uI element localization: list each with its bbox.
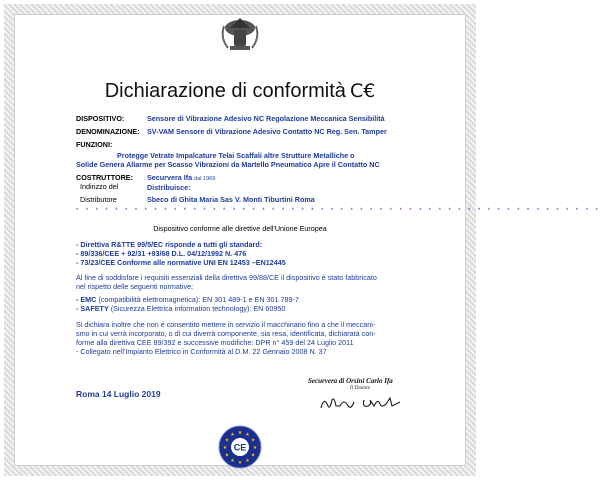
emc-line: [76, 295, 406, 304]
title-text: Dichiarazione di conformità: [104, 80, 346, 102]
badge-star-icon: ★: [250, 437, 256, 444]
signature-company: Securvera di Orsini Carlo Ifa: [308, 377, 393, 385]
badge-star-icon: ★: [224, 452, 230, 459]
funzioni-line-2: Solide Genera Allarme per Scasso Vibrazioni da Martello Pneumatico Apre il Contatto NC: [76, 160, 380, 169]
coat-of-arms-icon: [216, 8, 264, 56]
funzioni-label: FUNZIONI:: [76, 140, 113, 149]
place-date: Roma 14 Luglio 2019: [76, 389, 161, 399]
safety-text: (Sicurezza Elettrica information technology): EN 60950: [108, 304, 286, 313]
denominazione-value: SV-VAM Sensore di Vibrazione Adesivo Contatto NC Reg. Sen. Tamper: [147, 127, 387, 136]
dichiara-line-2: smo in cui verrà incorporato, o di cui diverrà componente, sia resa, identificata, dichiarata con-: [76, 329, 376, 338]
directive-line-1: - Direttiva R&TTE 99/5/EC risponde a tutti gli standard:: [76, 240, 263, 249]
handwritten-signature: [318, 392, 408, 414]
indirizzo-label-2: Distributore: [80, 195, 117, 204]
badge-star-icon: ★: [222, 444, 228, 451]
emc-text: (compatibilità elettromagnetica): EN 301 489-1 e EN 301 789-7: [96, 295, 299, 304]
dichiara-line-1: Si dichiara inoltre che non è consentito mettere in servizio il macchinario fino a che il meccani-: [76, 320, 376, 329]
dispositivo-label: DISPOSITIVO:: [76, 114, 125, 123]
denominazione-label: DENOMINAZIONE:: [76, 127, 140, 136]
ce-mark-icon: C€: [349, 80, 376, 102]
eu-ce-badge-icon: [218, 425, 262, 469]
safety-line: [76, 304, 406, 313]
star-divider: * * * * * * * * * * * * * * * * * * * * * * * * * * * * * * * * * * * * * * * * * * * * * * * * * * * * * *: [76, 208, 601, 214]
dispositivo-value: Sensore di Vibrazione Adesivo NC Regolazione Meccanica Sensibilità: [147, 114, 385, 123]
costruttore-since: dal 1969: [194, 176, 216, 182]
directive-line-2: - 89/336/CEE + 92/31 +93/68 D.L. 04/12/1992 N. 476: [76, 249, 247, 258]
distributore-value: Sbeco di Ghita Maria Sas V. Monti Tiburtini Roma: [147, 195, 315, 204]
badge-star-icon: ★: [237, 429, 243, 436]
emc-label: - EMC: [76, 295, 97, 304]
distribuisce-label: Distribuisce:: [147, 183, 191, 192]
funzioni-line-1: Protegge Vetrate Impalcature Telai Scaffali altre Strutture Metalliche o: [117, 151, 355, 160]
dichiara-line-3: forme alla direttiva CEE 89/392 e successive modifiche: DPR n° 459 del 24 Luglio 2011: [76, 338, 354, 347]
svg-text:CE: CE: [233, 442, 247, 453]
indirizzo-label-1: Indirizzo del: [80, 182, 119, 191]
requisiti-line-2: nel rispetto delle seguenti normative:: [76, 282, 194, 291]
requisiti-line-1: Al fine di soddisfare i requisiti essenziali della direttiva 99/88/CE il dispositivo è stato fabbricato: [76, 273, 377, 282]
safety-label: - SAFETY: [76, 304, 109, 313]
badge-star-icon: ★: [252, 444, 258, 451]
costruttore-label: COSTRUTTORE:: [76, 173, 133, 182]
badge-star-icon: ★: [230, 431, 235, 438]
directive-line-3: - 73/23/CEE Conforme alle normative UNI EN 12453 –EN12445: [76, 258, 286, 267]
badge-star-icon: ★: [245, 431, 250, 438]
page-title: [0, 80, 480, 103]
badge-star-icon: ★: [230, 457, 235, 464]
conforme-heading: Dispositivo conforme alle direttive dell'Unione Europea: [153, 224, 327, 233]
signature-role: Il Titolare: [350, 386, 370, 391]
dichiara-line-4: - Collegato nell'Impianto Elettrico in Conformità al D.M. 22 Gennaio 2008 N. 37: [76, 347, 327, 356]
badge-star-icon: ★: [250, 452, 256, 459]
badge-star-icon: ★: [237, 459, 243, 466]
badge-star-icon: ★: [224, 437, 230, 444]
badge-star-icon: ★: [245, 457, 250, 464]
costruttore-name: Securvera Ifa: [147, 173, 193, 182]
